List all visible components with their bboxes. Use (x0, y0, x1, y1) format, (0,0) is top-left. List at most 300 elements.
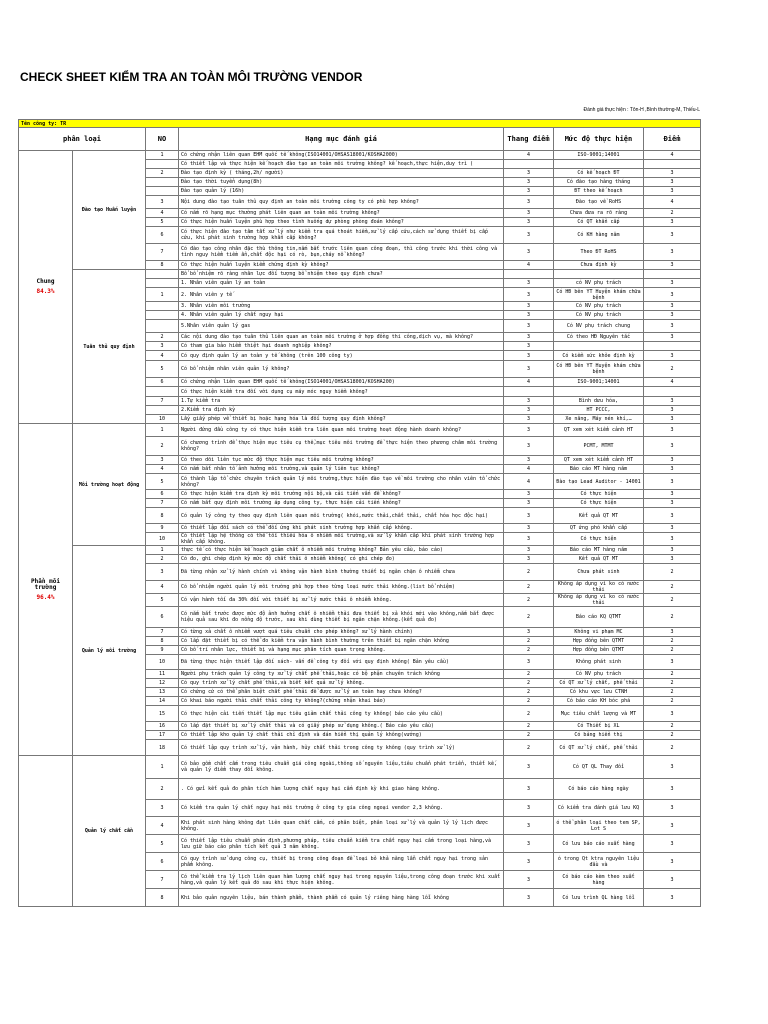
item-scale: 3 (504, 508, 554, 524)
item-text: Có theo dõi liên tục mức độ thực hiện mục tiêu môi trường không? (179, 456, 504, 465)
item-score: 3 (644, 302, 701, 311)
item-text: Có tham gia bảo hiểm thiệt hại doanh nghiệp không? (179, 342, 504, 351)
item-level: Có KH hàng năm (554, 227, 644, 244)
table-row (19, 151, 701, 160)
item-score: 3 (644, 499, 701, 508)
item-text: 1. Nhân viên quản lý an toàn (179, 279, 504, 288)
item-score: 3 (644, 218, 701, 227)
item-score: 3 (644, 244, 701, 261)
item-scale (504, 387, 554, 397)
item-score: 3 (644, 320, 701, 333)
item-no: 5 (146, 361, 179, 378)
item-text: Đã từng thực hiện thiết lập đối sách- vấn đề công ty đối với quy định không( Bản yêu cầu) (179, 655, 504, 670)
item-score: 2 (644, 679, 701, 688)
item-level: Có kế hoạch ĐT (554, 169, 644, 178)
item-level: Có QT khẩn cấp (554, 218, 644, 227)
general-group-cell (19, 151, 73, 424)
item-scale: 2 (504, 564, 554, 581)
item-no: 5 (146, 835, 179, 853)
item-scale: 3 (504, 361, 554, 378)
item-scale: 3 (504, 779, 554, 800)
item-text: Có thực hiện kiểm tra đối với dụng cụ máy móc nguy hiểm không? (179, 387, 504, 397)
item-level: Mục tiêu chất lượng và MT (554, 706, 644, 722)
item-level: có NV phụ trách (554, 279, 644, 288)
item-text: Có lắp đặt thiết bị có thể đo kiểm tra vận hành bình thường trên thiết bị ngăn chặn không (179, 637, 504, 646)
item-level: Có lưu báo cáo xuất hàng (554, 835, 644, 853)
item-scale: 3 (504, 555, 554, 564)
item-no: 8 (146, 508, 179, 524)
table-row (19, 546, 701, 555)
item-no: 7 (146, 244, 179, 261)
item-no: 7 (146, 397, 179, 406)
item-no: 4 (146, 817, 179, 835)
item-level: Hợp đồng bên QTMT (554, 637, 644, 646)
header-score: Điểm (644, 128, 701, 151)
header-category: phân loại (19, 128, 146, 151)
assessor-note: Đánh giá thực hiện : Tôn-H ,Bình thường-M, Thiếu-L (583, 107, 700, 113)
item-no: 3 (146, 800, 179, 817)
item-text: Có thiết lập đối sách có thể đối ứng khi phát sinh trường hợp khẩn cấp không. (179, 524, 504, 533)
item-no: 8 (146, 637, 179, 646)
item-text: 5.Nhân viên quản lý gas (179, 320, 504, 333)
item-level: Có thực hiện (554, 490, 644, 499)
item-level: PCMT, MTMT (554, 437, 644, 456)
item-level: Hợp đồng bên QTMT (554, 646, 644, 655)
item-score: 3 (644, 333, 701, 342)
general-group-percent: 84.3% (36, 288, 55, 295)
item-text: Có nắm bắt trước được mức độ ảnh hưởng chất ô nhiễm thải đưa thiết bị xả khói mới vào không,nắm bắt được hiệu quả sau khi đo nồng độ trước, sau khi dùng thiết bị ngăn chặn không.(kết quả đo) (179, 607, 504, 628)
item-score: 3 (644, 415, 701, 424)
item-text: Có thể kiểm tra lý lịch liên quan hàm lượng chất nguy hại trong nguyên liệu,trong công đoạn trước khi xuất hàng,và quản lý kết quả đó sau khi thực hiện không. (179, 871, 504, 889)
item-text: 1.Tự kiểm tra (179, 397, 504, 406)
item-scale: 3 (504, 628, 554, 637)
item-score: 3 (644, 835, 701, 853)
item-text: Khi phát sinh hàng không đạt liên quan chất cấm, có phân biệt, phân loại xử lý và quản lý lý lịch được không. (179, 817, 504, 835)
item-scale: 3 (504, 218, 554, 227)
item-score: 2 (644, 209, 701, 218)
item-level (554, 160, 644, 169)
item-scale: 3 (504, 817, 554, 835)
item-score: 2 (644, 607, 701, 628)
item-no: 10 (146, 655, 179, 670)
item-text: 2.Kiểm tra định kỳ (179, 406, 504, 415)
table-row (19, 756, 701, 779)
item-scale: 3 (504, 524, 554, 533)
item-no (146, 160, 179, 169)
item-no: 3 (146, 564, 179, 581)
item-no: 4 (146, 351, 179, 361)
item-text: Có đo, ghi chép định kỳ mức độ chất thải ô nhiễm không( có ghi chép đo) (179, 555, 504, 564)
item-text: Có đào tạo công nhân đặc thù thông tin,nắm bắt trước liên quan công đoạn, thì công trước khi thời công và tình nguy hiểm tiềm ẩn,chất độc hại có rò, bụn,cháy nổ không? (179, 244, 504, 261)
item-scale: 3 (504, 456, 554, 465)
item-level: Có HĐ bên YT Huyện khám chữa bệnh (554, 361, 644, 378)
header-level: Mức độ thực hiện (554, 128, 644, 151)
item-scale: 3 (504, 889, 554, 907)
item-no: 2 (146, 779, 179, 800)
env-group-cell (19, 424, 73, 756)
item-level: Có NV phụ trách (554, 302, 644, 311)
item-level: Có NV phụ trách (554, 311, 644, 320)
item-no (146, 270, 179, 279)
item-no (146, 320, 179, 333)
item-no: 10 (146, 415, 179, 424)
item-scale: 3 (504, 196, 554, 209)
item-score: 3 (644, 187, 701, 196)
item-text: Có nắm bắt nhân tố ảnh hưởng môi trường,và quản lý liên tục không? (179, 465, 504, 474)
item-scale: 4 (504, 474, 554, 490)
company-name: Tên công ty: TR (19, 120, 701, 128)
item-level: Chưa định kỳ (554, 261, 644, 270)
blank-group-cell (19, 756, 73, 907)
item-text: 2. Nhân viên y tế (179, 288, 504, 302)
item-no: 16 (146, 722, 179, 731)
item-text: Có thực hiện kiểm tra định kỳ môi trường nội bộ,và cải tiến vấn đề không? (179, 490, 504, 499)
item-text: Có thiết lập kho quản lý chất thải chỉ định và dán hiển thị quản lý không(vướng) (179, 731, 504, 740)
item-text: Có từng xả chất ô nhiễm vượt quá tiêu chuẩn cho phép không? xử lý hành chính) (179, 628, 504, 637)
item-scale: 2 (504, 688, 554, 697)
item-text: Khi bảo quản nguyên liệu, bán thành phẩm, thành phẩm có quản lý riêng hàng hàng lỗi không (179, 889, 504, 907)
env-group-percent: 96.4% (36, 593, 55, 601)
item-no: 6 (146, 227, 179, 244)
item-text: Có chương trình để thực hiện mục tiêu cụ thể,mục tiêu môi trường để thực hiện theo phương châm môi trường không? (179, 437, 504, 456)
item-no: 7 (146, 871, 179, 889)
table-row (19, 270, 701, 279)
item-score: 2 (644, 594, 701, 607)
item-score: 3 (644, 817, 701, 835)
item-score: 2 (644, 688, 701, 697)
item-no: 1 (146, 288, 179, 302)
item-scale: 3 (504, 244, 554, 261)
item-score: 3 (644, 706, 701, 722)
item-text: Có bổ nhiệm người quản lý môi trường phù hợp theo từng loại nước thải không.(list bổ nhiệm) (179, 581, 504, 594)
item-scale: 3 (504, 424, 554, 437)
item-score: 3 (644, 261, 701, 270)
item-scale: 3 (504, 342, 554, 351)
item-text: Có thiết lập quy trình xử lý, vận hành, hủy chất thải trong công ty không (quy trình xử lý) (179, 740, 504, 756)
item-score: 4 (644, 151, 701, 160)
item-scale: 3 (504, 835, 554, 853)
item-text: Có chứng nhận liên quan EHM quốc tế không(ISO14001/OHSAS18001/KOSHA200) (179, 378, 504, 387)
page-title: CHECK SHEET KIỂM TRA AN TOÀN MÔI TRƯỜNG VENDOR (20, 70, 363, 84)
item-no: 1 (146, 756, 179, 779)
item-level (554, 387, 644, 397)
item-text: Có quản lý công ty theo quy định liên quan môi trường( khói,nước thải,chất thải, chất hóa học độc hại) (179, 508, 504, 524)
subgroup-env-activity: Môi trường hoạt động (73, 424, 146, 546)
item-level: Không áp dụng vì ko có nước thải (554, 581, 644, 594)
item-text: . Có gửi kết quả đo phân tích hàm lượng chất nguy hại cấm định kỳ khi giao hàng không. (179, 779, 504, 800)
item-level: Báo cáo MT hàng năm (554, 546, 644, 555)
header-scale: Thang điểm (504, 128, 554, 151)
item-scale: 2 (504, 697, 554, 706)
item-level: Có báo cáo kèm theo xuất hàng (554, 871, 644, 889)
item-text: Nội dung đào tạo tuân thủ quy định an toàn môi trường công ty có phù hợp không? (179, 196, 504, 209)
item-scale: 3 (504, 756, 554, 779)
item-level: Có khu vực lưu CTNH (554, 688, 644, 697)
item-text: 4. Nhân viên quản lý chất nguy hại (179, 311, 504, 320)
general-group-label: Chung (36, 278, 55, 285)
item-scale: 2 (504, 637, 554, 646)
item-no: 3 (146, 196, 179, 209)
item-scale (504, 270, 554, 279)
item-text: Người phụ trách quản lý công ty xử lý chất phế thải,hoặc có bộ phận chuyên trách không (179, 670, 504, 679)
item-scale: 3 (504, 311, 554, 320)
item-no (146, 302, 179, 311)
item-no: 5 (146, 594, 179, 607)
item-score: 3 (644, 406, 701, 415)
item-scale: 3 (504, 533, 554, 546)
item-text: Đã từng nhận xử lý hành chính vì không vận hành bình thường thiết bị ngăn chặn ô nhiễm chưa (179, 564, 504, 581)
item-score: 3 (644, 889, 701, 907)
item-score: 3 (644, 311, 701, 320)
item-score: 2 (644, 740, 701, 756)
item-level: Không phát sinh (554, 655, 644, 670)
item-no: 8 (146, 889, 179, 907)
item-text: Có thiết lập tiêu chuẩn phán định,phương pháp, tiêu chuẩn kiểm tra chất nguy hại cấm trong loại hàng,và lưu giữ báo cáo phân tích kết quả 3 năm không. (179, 835, 504, 853)
item-scale: 3 (504, 437, 554, 456)
item-text: Có thành lập tổ chức chuyên trách quản lý môi trường,thực hiện đào tạo về môi trường cho nhân viên tổ chức không? (179, 474, 504, 490)
item-no: 7 (146, 499, 179, 508)
item-text: Có bố trí nhân lực, thiết bị và hạng mục phân tích quan trọng không. (179, 646, 504, 655)
item-score: 3 (644, 655, 701, 670)
item-score: 3 (644, 169, 701, 178)
item-score: 2 (644, 646, 701, 655)
item-level: Có QT xử lý chất, phế thải (554, 740, 644, 756)
item-text: Có thực hiện huấn luyện phù hợp theo tình huống dự phòng phòng đoán không? (179, 218, 504, 227)
item-score: 2 (644, 697, 701, 706)
item-level: Không vi phạm MC (554, 628, 644, 637)
item-scale: 3 (504, 288, 554, 302)
item-no (146, 279, 179, 288)
item-text: Đào tạo thời tuyển dụng(8h) (179, 178, 504, 187)
item-score: 3 (644, 779, 701, 800)
item-scale: 3 (504, 209, 554, 218)
item-level: ó thể phân loại theo tem SP, Lot S (554, 817, 644, 835)
item-score: 2 (644, 637, 701, 646)
item-text: Lấy giấy phép về thiết bị hoặc hạng hóa là đối tượng quy định không? (179, 415, 504, 424)
item-score (644, 387, 701, 397)
item-text: Có bổ nhiệm nhân viên quản lý không? (179, 361, 504, 378)
item-score: 2 (644, 361, 701, 378)
item-score: 3 (644, 397, 701, 406)
item-level: Có QT QL Thay đổi (554, 756, 644, 779)
item-scale: 2 (504, 722, 554, 731)
item-scale: 2 (504, 581, 554, 594)
item-level: Kết quả QT MT (554, 555, 644, 564)
item-no: 14 (146, 697, 179, 706)
item-no: 5 (146, 218, 179, 227)
item-text: Các nội dung đào tạo tuân thủ liên quan an toàn môi trường ở hợp đồng thi công,dịch vụ, mà không? (179, 333, 504, 342)
item-level: Có bảng hiển thị (554, 731, 644, 740)
item-no: 7 (146, 628, 179, 637)
item-level: Có QT xử lý chất, phế thải (554, 679, 644, 688)
item-text: Có bảo gồm chất cấm trong tiêu chuẩn giá công ngoài,thông số nguyên liệu,tiêu chuẩn phát triển, thiết kế, và quản lý điểm thay đổi không. (179, 756, 504, 779)
item-level: Có thực hiện (554, 499, 644, 508)
item-no (146, 387, 179, 397)
item-scale: 3 (504, 187, 554, 196)
item-text: Có nắm rõ hạng mục thường phát liên quan an toàn môi trường không? (179, 209, 504, 218)
item-score: 3 (644, 533, 701, 546)
item-scale: 4 (504, 151, 554, 160)
item-level: Có kiểm sức khỏe định kỳ (554, 351, 644, 361)
item-level: Báo cáo MT hàng năm (554, 465, 644, 474)
item-level: Có theo HĐ Nguyên tắc (554, 333, 644, 342)
item-scale: 3 (504, 169, 554, 178)
item-score: 4 (644, 196, 701, 209)
item-level: Đào tạo Lead Auditor - 14001 (554, 474, 644, 490)
item-text: 3. Nhân viên môi trường (179, 302, 504, 311)
item-level: Có đào tạo hàng tháng (554, 178, 644, 187)
item-no: 9 (146, 524, 179, 533)
item-text: Có chứng cứ có thể phân biệt chất phế thải để được xử lý an toàn hay chưa không? (179, 688, 504, 697)
item-text: Có thực hiện huấn luyện kiểm chứng định kỳ không? (179, 261, 504, 270)
item-scale: 3 (504, 490, 554, 499)
item-level: Chưa phát sinh (554, 564, 644, 581)
item-score: 4 (644, 378, 701, 387)
item-no: 3 (146, 342, 179, 351)
item-scale: 3 (504, 279, 554, 288)
item-level: Có Thiết bị XL (554, 722, 644, 731)
item-text: Có nắm bắt quy định môi trường áp dụng công ty, thực hiện cải tiến không? (179, 499, 504, 508)
env-group-label: Phần môi trường (31, 577, 60, 591)
table-header (19, 128, 701, 151)
item-text: Có khai báo người thải chất thải công ty không?(chứng nhận khai báo) (179, 697, 504, 706)
item-text: Bổ bổ nhiệm rõ ràng nhân lực đối tượng bổ nhiệm theo quy định chưa? (179, 270, 504, 279)
item-no: 11 (146, 670, 179, 679)
item-text: Có thực hiện đào tạo tâm tất xử lý như kiểm tra quá thoát hiểm,xử lý cấp cứu,cách sử dụng thiết bị cấp cứu, khi phát sinh trường hợp khẩn cấp không? (179, 227, 504, 244)
item-no: 1 (146, 546, 179, 555)
item-no: 2 (146, 555, 179, 564)
item-score (644, 342, 701, 351)
item-no: 1 (146, 151, 179, 160)
item-scale: 3 (504, 871, 554, 889)
item-level: ĐT theo kế hoạch (554, 187, 644, 196)
item-level: QT xem xét kiểm cảnh HT (554, 456, 644, 465)
item-text: Có lắp đặt thiết bị xử lý chất thải và có giấy phép sử dụng không.( Báo cáo yêu cầu) (179, 722, 504, 731)
item-score: 3 (644, 465, 701, 474)
item-scale: 3 (504, 800, 554, 817)
item-score (644, 160, 701, 169)
item-text: Có kiểm tra quản lý chất nguy hại môi trường ở công ty gia công ngoại vendor 2,3 không. (179, 800, 504, 817)
item-no: 2 (146, 437, 179, 456)
item-score: 3 (644, 351, 701, 361)
item-score (644, 270, 701, 279)
item-level: Bình dưu hóa, (554, 397, 644, 406)
item-level: Có NV phụ trách chung (554, 320, 644, 333)
item-level: Có lưu trình QL hàng lỗi (554, 889, 644, 907)
item-no (146, 311, 179, 320)
item-scale: 3 (504, 415, 554, 424)
item-no: 18 (146, 740, 179, 756)
item-score: 3 (644, 279, 701, 288)
item-no (146, 187, 179, 196)
item-text: Đào tạo quản lý (16h) (179, 187, 504, 196)
item-score: 3 (644, 490, 701, 499)
header-no: NO (146, 128, 179, 151)
item-scale: 3 (504, 302, 554, 311)
item-scale: 2 (504, 679, 554, 688)
item-no: 2 (146, 169, 179, 178)
item-score: 3 (644, 524, 701, 533)
item-level (554, 270, 644, 279)
item-score: 3 (644, 800, 701, 817)
item-level: Có NV phụ trách (554, 670, 644, 679)
item-text: Người đứng đầu công ty có thực hiện kiểm tra liên quan môi trường hoạt động hành doanh không? (179, 424, 504, 437)
item-level: Có thực hiện (554, 533, 644, 546)
item-no: 6 (146, 378, 179, 387)
item-score: 3 (644, 437, 701, 456)
item-scale: 4 (504, 261, 554, 270)
item-level (554, 342, 644, 351)
item-scale: 3 (504, 333, 554, 342)
item-no: 6 (146, 490, 179, 499)
item-scale: 3 (504, 397, 554, 406)
item-score: 3 (644, 178, 701, 187)
item-score: 3 (644, 227, 701, 244)
item-score: 3 (644, 424, 701, 437)
subgroup-env-management: Quản lý môi trường (73, 546, 146, 756)
item-scale: 3 (504, 853, 554, 871)
item-text: Có quy định quản lý an toàn y tế không (trên 100 công ty) (179, 351, 504, 361)
item-text: Có quy trình sử dụng công cụ, thiết bị trong công đoạn để loại bỏ khả năng lẫn chất nguy hại trong sản phẩm không. (179, 853, 504, 871)
item-no: 1 (146, 424, 179, 437)
item-level: Không áp dụng vì ko có nước thải (554, 594, 644, 607)
item-scale: 4 (504, 465, 554, 474)
item-text: Có quy trình xử lý chất phế thải,và biết kết quả xử lý không. (179, 679, 504, 688)
table-row (19, 424, 701, 437)
item-level: ó trong Qt ktra nguyên liệu đầu và (554, 853, 644, 871)
item-no: 4 (146, 209, 179, 218)
item-scale: 3 (504, 406, 554, 415)
item-level: Theo ĐT RoHS (554, 244, 644, 261)
item-text: Có thực hiện cải tiến thiết lập mục tiêu giảm chất thải công ty không( báo cáo yêu cầu) (179, 706, 504, 722)
header-item: Hạng mục đánh giá (179, 128, 504, 151)
item-text: Có thiết lập hệ thống có thể tối thiểu hóa ô nhiễm môi trường,và xử lý khẩn cấp khi phát sinh trường hợp khẩn cấp không. (179, 533, 504, 546)
item-no: 17 (146, 731, 179, 740)
item-no: 12 (146, 679, 179, 688)
item-level: QT xem xét kiểm cảnh HT (554, 424, 644, 437)
item-scale: 2 (504, 594, 554, 607)
item-level: Có kiểm tra đánh giá lưu KQ (554, 800, 644, 817)
item-scale: 3 (504, 351, 554, 361)
item-score: 3 (644, 555, 701, 564)
item-scale: 2 (504, 731, 554, 740)
item-no: 3 (146, 456, 179, 465)
item-level: Đào tạo về RoHS (554, 196, 644, 209)
item-no (146, 406, 179, 415)
item-level: Có báo cáo KH bóc phá (554, 697, 644, 706)
item-scale: 3 (504, 499, 554, 508)
item-text: Có chứng nhận liên quan EHM quốc tế không(ISO14001/OHSAS18001/KOSHA2000) (179, 151, 504, 160)
item-level: HT PCCC, (554, 406, 644, 415)
subgroup-quality-management: Quản lý chất cần (73, 756, 146, 907)
item-score: 2 (644, 564, 701, 581)
item-no: 4 (146, 465, 179, 474)
item-no: 2 (146, 333, 179, 342)
item-scale: 3 (504, 655, 554, 670)
item-scale: 2 (504, 646, 554, 655)
subgroup-training: Đào tạo Huấn luyện (73, 151, 146, 270)
item-no: 15 (146, 706, 179, 722)
item-score: 3 (644, 853, 701, 871)
item-scale: 2 (504, 740, 554, 756)
item-score: 3 (644, 288, 701, 302)
item-no: 9 (146, 646, 179, 655)
item-no: 6 (146, 607, 179, 628)
item-no: 4 (146, 581, 179, 594)
item-text: Có vận hành tối đa 30% đối với thiết bị xử lý nước thải ô nhiễm không. (179, 594, 504, 607)
item-score: 3 (644, 628, 701, 637)
item-level: Có HĐ bên YT Huyện khám chữa bệnh (554, 288, 644, 302)
